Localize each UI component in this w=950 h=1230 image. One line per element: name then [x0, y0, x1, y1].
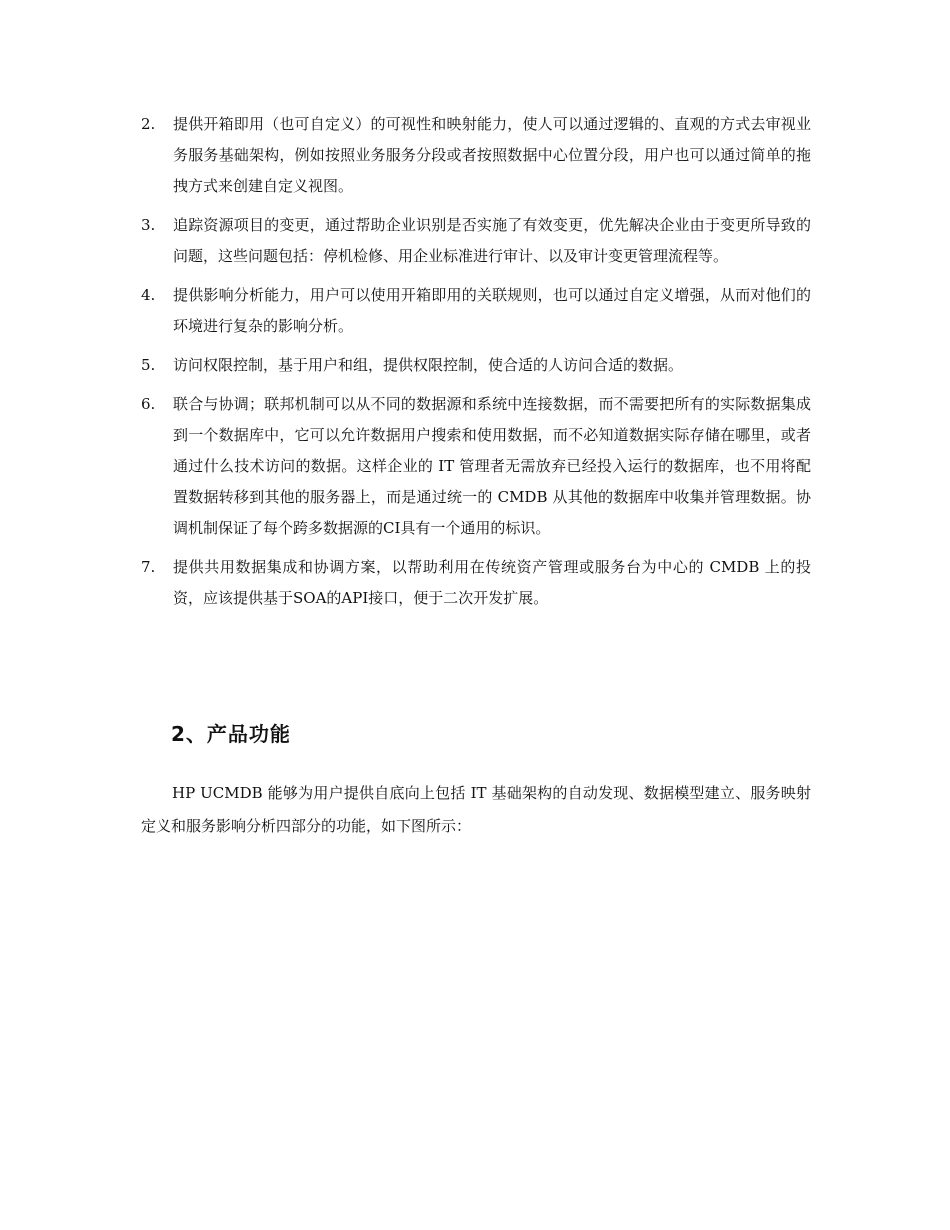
- list-item-number: 6.: [141, 395, 156, 413]
- numbered-list: [141, 109, 811, 622]
- list-item-text: 提供影响分析能力，用户可以使用开箱即用的关联规则，也可以通过自定义增强，从而对他们的环境进行复杂的影响分析。: [173, 286, 811, 335]
- list-item-number: 7.: [141, 558, 156, 576]
- list-item-number: 3.: [141, 216, 156, 234]
- list-item: [141, 350, 811, 381]
- list-item: [141, 552, 811, 614]
- list-item-number: 2.: [141, 115, 156, 133]
- list-item: [141, 109, 811, 202]
- list-item-text: 提供开箱即用（也可自定义）的可视性和映射能力，使人可以通过逻辑的、直观的方式去审视业务服务基础架构，例如按照业务服务分段或者按照数据中心位置分段，用户也可以通过简单的拖拽方式来创建自定义视图。: [173, 115, 811, 195]
- list-item: [141, 280, 811, 342]
- list-item-number: 4.: [141, 286, 156, 304]
- list-item-text: 访问权限控制，基于用户和组，提供权限控制，使合适的人访问合适的数据。: [173, 356, 684, 374]
- section-paragraph: HP UCMDB 能够为用户提供自底向上包括 IT 基础架构的自动发现、数据模型建立、服务映射定义和服务影响分析四部分的功能，如下图所示：: [141, 784, 811, 835]
- list-item-text: 联合与协调；联邦机制可以从不同的数据源和系统中连接数据，而不需要把所有的实际数据集成到一个数据库中，它可以允许数据用户搜索和使用数据，而不必知道数据实际存储在哪里，或者通过什么技术访问的数据。这样企业的 IT 管理者无需放弃已经投入运行的数据库，也不用将配置数据转移到其他的服务器上，而是通过统一的 CMDB 从其他的数据库中收集并管理数据。协调机制保证了每个跨多数据源的CI具有一个通用的标识。: [173, 395, 811, 537]
- list-item-text: 追踪资源项目的变更，通过帮助企业识别是否实施了有效变更，优先解决企业由于变更所导致的问题，这些问题包括：停机检修、用企业标准进行审计、以及审计变更管理流程等。: [173, 216, 811, 265]
- list-item-number: 5.: [141, 356, 156, 374]
- list-item-text: 提供共用数据集成和协调方案，以帮助利用在传统资产管理或服务台为中心的 CMDB 上的投资，应该提供基于SOA的API接口，便于二次开发扩展。: [173, 558, 811, 607]
- list-item: [141, 389, 811, 544]
- section-heading: 2、产品功能: [171, 722, 291, 746]
- list-item: [141, 210, 811, 272]
